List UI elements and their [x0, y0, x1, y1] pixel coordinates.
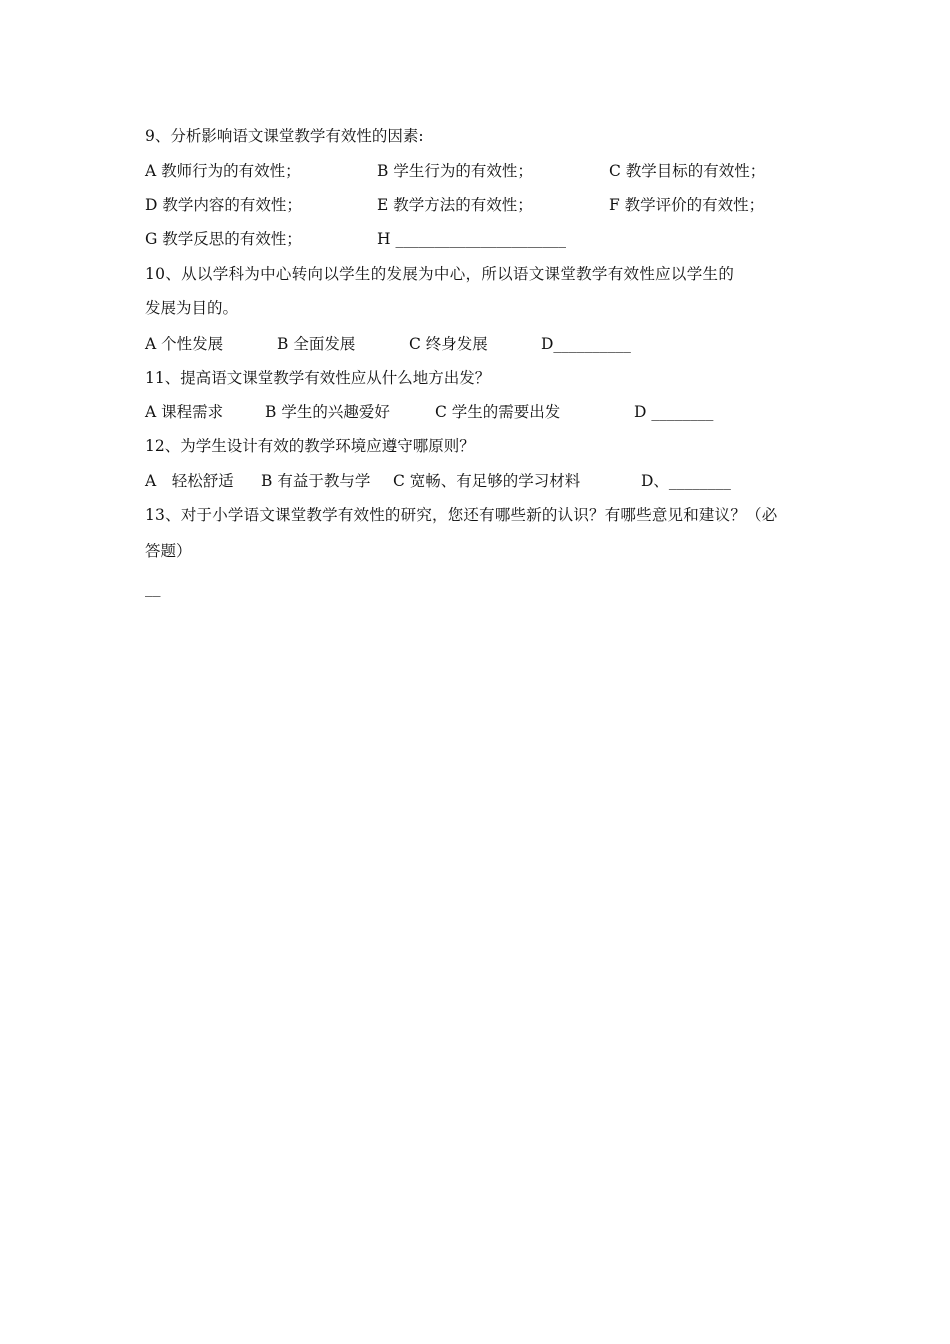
q12-option-a: A 轻松舒适 — [145, 472, 234, 490]
q11-option-d-blank[interactable]: D ________ — [634, 403, 714, 421]
q10-question-line-1: 10、从以学科为中心转向以学生的发展为中心，所以语文课堂教学有效性应以学生的 — [145, 265, 735, 283]
q9-option-a: A 教师行为的有效性； — [145, 162, 301, 180]
q9-option-g: G 教学反思的有效性； — [145, 230, 302, 248]
q10-option-a: A 个性发展 — [145, 335, 224, 353]
q10-option-c: C 终身发展 — [409, 335, 488, 353]
q10-question-line-2: 发展为目的。 — [145, 299, 239, 317]
q10-option-d-blank[interactable]: D__________ — [541, 335, 631, 353]
q12-option-b: B 有益于教与学 — [261, 472, 371, 490]
q13-question-line-1: 13、对于小学语文课堂教学有效性的研究，您还有哪些新的认识？有哪些意见和建议？（必 — [145, 506, 778, 524]
q9-question: 9、分析影响语文课堂教学有效性的因素: — [145, 127, 424, 145]
q9-option-c: C 教学目标的有效性； — [609, 162, 766, 180]
q11-question: 11、提高语文课堂教学有效性应从什么地方出发？ — [145, 369, 491, 387]
q12-option-c: C 宽畅、有足够的学习材料 — [393, 472, 581, 490]
q9-option-h-blank[interactable]: H ______________________ — [377, 230, 566, 248]
q9-option-b: B 学生行为的有效性； — [377, 162, 533, 180]
q9-option-e: E 教学方法的有效性； — [377, 196, 533, 214]
q11-option-c: C 学生的需要出发 — [435, 403, 561, 421]
q13-question-line-2: 答题） — [145, 542, 192, 560]
q10-option-b: B 全面发展 — [277, 335, 356, 353]
q12-option-d-blank[interactable]: D、________ — [641, 472, 731, 490]
q9-option-d: D 教学内容的有效性； — [145, 196, 302, 214]
q11-option-a: A 课程需求 — [145, 403, 224, 421]
q13-answer-blank[interactable]: __ — [145, 579, 161, 597]
q12-question: 12、为学生设计有效的教学环境应遵守哪原则？ — [145, 437, 475, 455]
q11-option-b: B 学生的兴趣爱好 — [265, 403, 390, 421]
q9-option-f: F 教学评价的有效性； — [609, 196, 765, 214]
